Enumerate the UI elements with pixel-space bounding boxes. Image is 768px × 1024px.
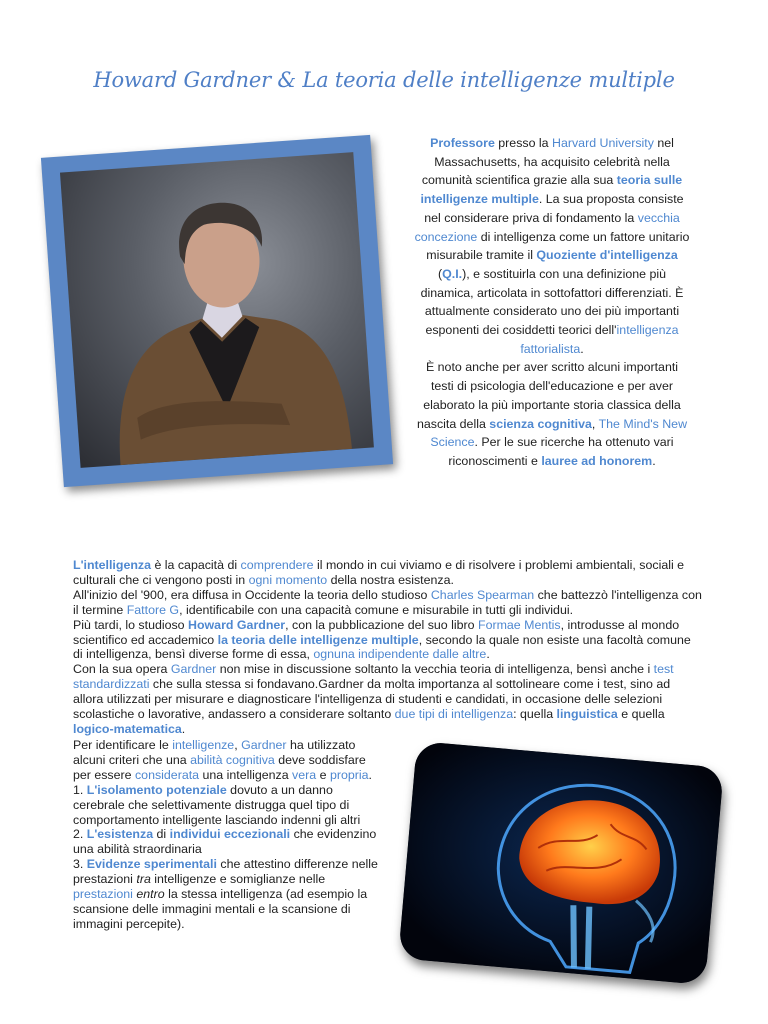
link-due-tipi[interactable]: due tipi di intelligenza (394, 707, 514, 722)
text: 3. (73, 857, 87, 872)
text: che attestino differenze nelle prestazioni (73, 857, 378, 887)
text: . (580, 341, 584, 356)
link-formae-mentis[interactable]: Formae Mentis (478, 617, 561, 632)
text: È noto anche per aver scritto alcuni importanti testi di psicologia dell'educazione e per aver elaborato la più importante storia classica della nascita della (416, 360, 681, 431)
text: della nostra esistenza. (327, 572, 454, 587)
text: ), e sostituirla con una definizione più dinamica, articolata in sottofattori differenziati. È attualmente considerato uno dei più importanti esponenti dei cosiddetti teorici dell' (420, 266, 684, 338)
link-ognuna[interactable]: ognuna indipendente dalle altre (313, 647, 487, 662)
intro-paragraph (414, 134, 690, 358)
link-ogni-momento[interactable]: ogni momento (248, 572, 328, 587)
link-lauree[interactable]: lauree ad honorem (541, 453, 653, 468)
link-propria[interactable]: propria (329, 767, 369, 782)
link-abilita-cognitiva[interactable]: abilità cognitiva (190, 752, 275, 767)
criteria-item-3 (73, 857, 383, 932)
text: . Per le sue ricerche ha ottenuto vari riconoscimenti e (448, 435, 674, 468)
text: il mondo in cui viviamo e di risolvere i problemi ambientali, sociali e culturali che ci vengono posti in (73, 558, 685, 587)
link-minds-new-science[interactable]: The Mind's New Science (430, 416, 688, 450)
text: . La sua proposta consiste nel considerare priva di fondamento la (424, 192, 684, 225)
link-spearman[interactable]: Charles Spearman (430, 587, 535, 602)
text: la stessa intelligenza (ad esempio la scansione delle immagini mentali e la scansione di immagini percepite). (73, 887, 368, 931)
link-test-standardizzati[interactable]: test standardizzati (73, 662, 674, 692)
text: All'inizio del '900, era diffusa in Occidente la teoria dello studioso (73, 587, 431, 602)
brain-image (398, 741, 724, 985)
link-qi[interactable]: Q.I. (442, 266, 463, 281)
body-paragraph-3 (73, 618, 703, 663)
portrait-photo-frame (41, 135, 393, 487)
text: ( (438, 266, 443, 281)
link-harvard[interactable]: Harvard University (552, 136, 654, 150)
text: entro (136, 887, 165, 902)
text: è la capacità di (151, 558, 241, 572)
text: , introdusse al mondo scientifico ed accademico (73, 617, 680, 647)
intro-paragraph-2 (414, 358, 690, 470)
link-vecchia-concezione[interactable]: vecchia concezione (414, 210, 680, 244)
text: intelligenze e somiglianze nelle (150, 872, 326, 887)
link-comprendere[interactable]: comprendere (240, 558, 314, 572)
link-gardner[interactable]: Gardner (170, 662, 217, 677)
link-logico-matematica[interactable]: logico-matematica (73, 721, 182, 736)
text: una intelligenza (199, 767, 293, 782)
link-professore[interactable]: Professore (430, 136, 495, 150)
text: . (486, 647, 490, 662)
text: deve soddisfare per essere (73, 752, 366, 782)
intro-column (414, 134, 690, 471)
text: , (234, 738, 242, 752)
body-paragraph-2 (73, 588, 703, 618)
text: . (652, 453, 656, 468)
body-text (73, 558, 703, 737)
text: 1. (73, 782, 87, 797)
text: , identificabile con una capacità comune e misurabile in tutti gli individui. (179, 602, 574, 617)
text: dovuto a un danno cerebrale che selettivamente distrugga quel tipo di comportamento intelligente lasciando indenni gli altri (73, 782, 361, 827)
text: e (316, 767, 330, 782)
text: che sulla stessa si fondavano.Gardner da molta importanza al sottolineare come i test, sino ad allora utilizzati per misurare e diagnosticare l'intelligenza di studenti e candidati, in occasione delle selezioni scolastiche o lavorative, andassero a considerare soltanto (73, 677, 671, 722)
link-considerata[interactable]: considerata (134, 767, 200, 782)
text: , secondo la quale non esiste una facoltà comune di intelligenza, bensì diverse forme di essa, (73, 632, 691, 662)
text: , (591, 416, 599, 431)
text: non mise in discussione soltanto la vecchia teoria di intelligenza, bensì anche i (216, 662, 654, 677)
text: e quella (617, 707, 665, 722)
text: 2. (73, 827, 87, 842)
text: di (153, 827, 170, 842)
text: . (181, 721, 186, 736)
criteria-item-2 (73, 827, 383, 857)
link-scienza-cognitiva[interactable]: scienza cognitiva (489, 416, 592, 431)
text: Per identificare le (73, 738, 173, 752)
text: Più tardi, lo studioso (73, 617, 189, 632)
link-teoria[interactable]: teoria sulle intelligenze multiple (420, 173, 683, 207)
page-title: Howard Gardner & La teoria delle intelligenze multiple (93, 68, 675, 92)
link-individui-eccezionali[interactable]: individui eccezionali (169, 827, 291, 842)
body-paragraph-4 (73, 662, 703, 737)
body-paragraph-1 (73, 558, 703, 588)
text: che evidenzino una abilità straordinaria (73, 827, 377, 857)
link-fattore-g[interactable]: Fattore G (126, 602, 180, 617)
link-vera[interactable]: vera (292, 767, 317, 782)
link-esistenza[interactable]: L'esistenza (86, 827, 154, 842)
link-intelligenze[interactable]: intelligenze (172, 738, 235, 752)
text: , con la pubblicazione del suo libro (285, 617, 478, 632)
text: nel Massachusetts, ha acquisito celebrità nella comunità scientifica grazie alla sua (421, 136, 674, 188)
criteria-section (73, 738, 383, 932)
text: che battezzò l'intelligenza con il termine (73, 587, 702, 617)
criteria-intro (73, 738, 383, 783)
portrait-photo (60, 152, 374, 468)
criteria-item-1 (73, 783, 383, 828)
text: : quella (513, 707, 557, 722)
link-gardner-criteria[interactable]: Gardner (241, 738, 287, 752)
link-linguistica[interactable]: linguistica (556, 707, 618, 722)
text: Con la sua opera (73, 662, 171, 677)
link-isolamento[interactable]: L'isolamento potenziale (86, 782, 227, 797)
link-howard-gardner[interactable]: Howard Gardner (188, 617, 286, 632)
link-fattorialista[interactable]: intelligenza fattorialista (520, 323, 679, 356)
link-quoziente[interactable]: Quoziente d'intelligenza (536, 248, 678, 263)
link-teoria-multiple[interactable]: la teoria delle intelligenze multiple (217, 632, 419, 647)
text: presso la (494, 136, 553, 150)
link-prestazioni[interactable]: prestazioni (73, 887, 133, 902)
text: tra (136, 872, 151, 887)
text: ha utilizzato alcuni criteri che una (73, 738, 356, 767)
text: . (368, 767, 372, 782)
text: di intelligenza come un fattore unitario misurabile tramite il (426, 229, 690, 263)
link-evidenze[interactable]: Evidenze sperimentali (86, 857, 217, 872)
link-intelligenza[interactable]: L'intelligenza (73, 558, 151, 572)
